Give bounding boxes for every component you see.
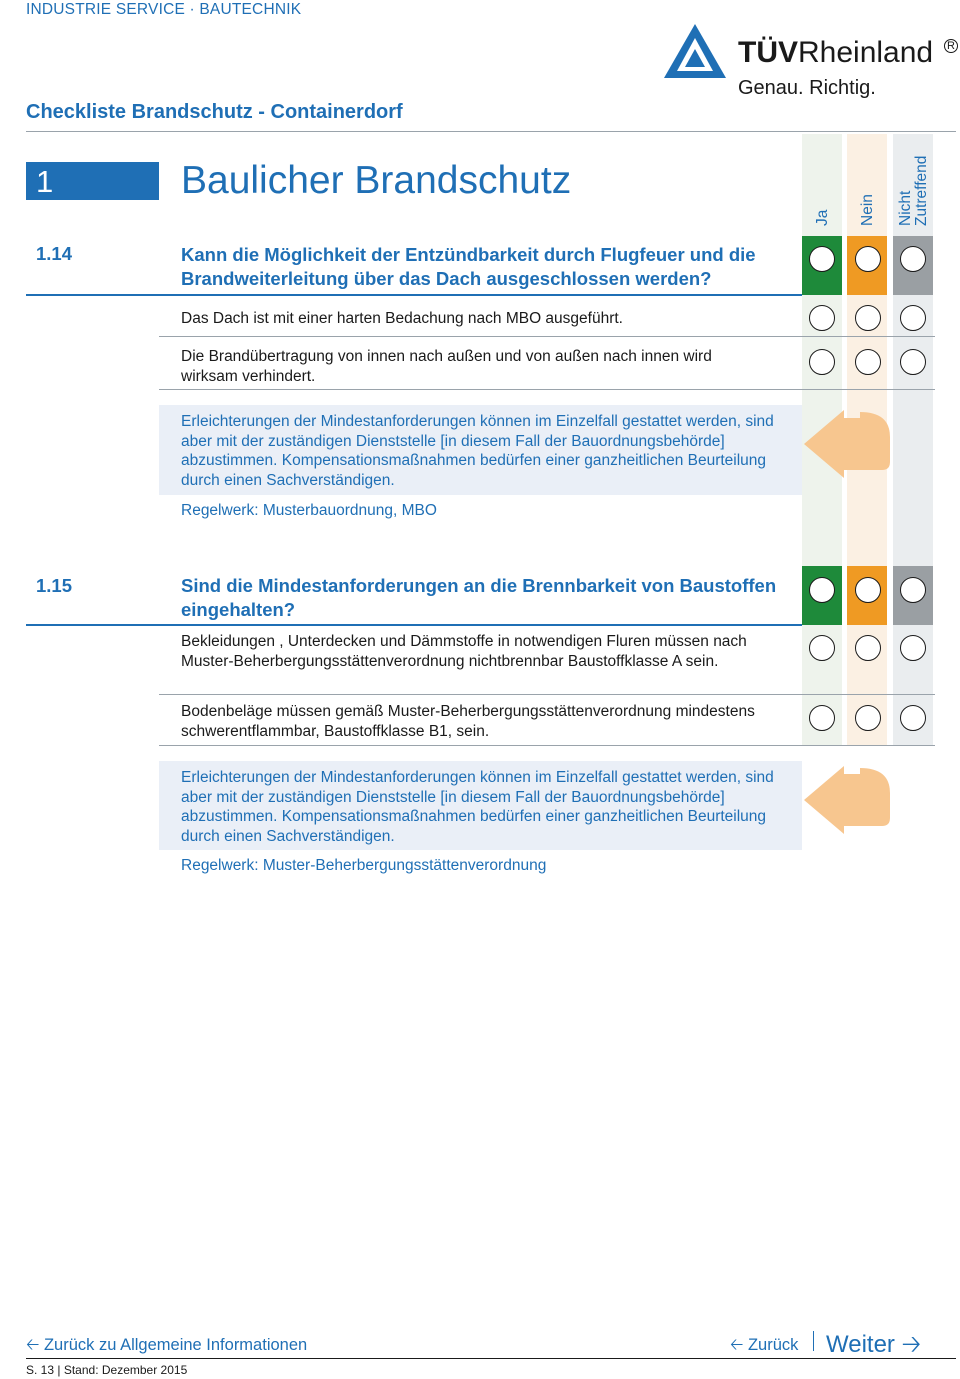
note-text: Erleichterungen der Mindestanforderungen können im Einzelfall gestattet werden, sind aber mit der zuständigen Dienststelle [in diesem Fall der Bauordnungsbehörde] abzustimmen. Kompensationsmaßnahmen bedürfen einer ganzheitlichen Beurteilung durch einen Sachverständigen.: [181, 413, 774, 489]
radio-ja[interactable]: [809, 705, 835, 731]
footer: [26, 1363, 187, 1377]
next-label: Weiter: [826, 1331, 895, 1358]
document-status: Stand: Dezember 2015: [63, 1363, 188, 1377]
question-text: Sind die Mindestanforderungen an die Brennbarkeit von Baustoffen eingehalten?: [181, 575, 777, 620]
radio-nein[interactable]: [855, 349, 881, 375]
arrow-left-icon: 🡠: [26, 1336, 40, 1354]
logo-slogan: Genau. Richtig.: [738, 77, 876, 99]
radio-nicht-zutreffend[interactable]: [900, 305, 926, 331]
checklist-item: Bekleidungen , Unterdecken und Dämmstoffe in notwendigen Fluren müssen nach Muster-Beherbergungsstättenverordnung nichtbrennbar Baustoffklasse A sein.: [181, 633, 747, 670]
row-separator: [159, 336, 935, 337]
radio-ja[interactable]: [809, 349, 835, 375]
back-to-general-info-label: Zurück zu Allgemeine Informationen: [43, 1336, 308, 1354]
regulation-reference: Regelwerk: Musterbauordnung, MBO: [181, 502, 437, 519]
tuv-rheinland-logo: [664, 22, 960, 102]
section-number: 1: [36, 164, 54, 199]
section-title: Baulicher Brandschutz: [181, 159, 572, 202]
radio-ja[interactable]: [809, 635, 835, 661]
question-underline: [26, 294, 802, 296]
note-text: Erleichterungen der Mindestanforderungen können im Einzelfall gestattet werden, sind aber mit der zuständigen Dienststelle [in diesem Fall der Bauordnungsbehörde] abzustimmen. Kompensationsmaßnahmen bedürfen einer ganzheitlichen Beurteilung durch einen Sachverständigen.: [181, 769, 774, 845]
next-link[interactable]: [826, 1327, 921, 1368]
radio-nein[interactable]: [855, 577, 881, 603]
note-arrow-icon: [804, 748, 890, 834]
row-separator: [159, 389, 935, 390]
radio-nicht-zutreffend[interactable]: [900, 246, 926, 272]
checklist-item: Bodenbeläge müssen gemäß Muster-Beherbergungsstättenverordnung mindestens schwerentflammbar, Baustoffklasse B1, sein.: [181, 703, 755, 740]
regulation-reference: Regelwerk: Muster-Beherbergungsstättenverordnung: [181, 857, 547, 874]
arrow-right-icon: 🡢: [901, 1331, 922, 1358]
header-divider: [26, 131, 956, 132]
radio-nein[interactable]: [855, 635, 881, 661]
footer-divider: [26, 1358, 956, 1359]
row-separator: [159, 694, 935, 695]
arrow-left-icon: 🡠: [730, 1336, 744, 1354]
header-category: INDUSTRIE SERVICE · BAUTECHNIK: [26, 1, 302, 18]
checklist-item: Die Brandübertragung von innen nach außen und von außen nach innen wird wirksam verhindert.: [181, 348, 712, 385]
radio-nicht-zutreffend[interactable]: [900, 349, 926, 375]
radio-nicht-zutreffend[interactable]: [900, 577, 926, 603]
page-number: S. 13: [26, 1363, 55, 1377]
column-label-nicht: Nicht: [897, 190, 914, 226]
question-number: 1.14: [36, 243, 73, 264]
question-number: 1.15: [36, 575, 73, 596]
radio-nicht-zutreffend[interactable]: [900, 635, 926, 661]
logo-wordmark: TÜVRheinland: [738, 36, 934, 69]
back-link[interactable]: [730, 1333, 798, 1361]
radio-ja[interactable]: [809, 246, 835, 272]
document-title: Checkliste Brandschutz - Containerdorf: [26, 101, 403, 123]
footer-separator: |: [57, 1363, 64, 1377]
radio-nein[interactable]: [855, 246, 881, 272]
back-label: Zurück: [747, 1336, 799, 1354]
question-text: Kann die Möglichkeit der Entzündbarkeit durch Flugfeuer und die Brandweiterleitung über das Dach ausgeschlossen werden?: [181, 244, 756, 289]
radio-nein[interactable]: [855, 305, 881, 331]
question-underline: [26, 624, 802, 626]
column-label-nein: Nein: [859, 194, 876, 226]
row-separator: [159, 745, 935, 746]
column-label-ja: Ja: [814, 209, 831, 226]
registered-mark: R: [944, 39, 958, 53]
checklist-item: Das Dach ist mit einer harten Bedachung nach MBO ausgeführt.: [181, 310, 623, 327]
column-label-zutreffend: Zutreffend: [913, 155, 930, 226]
radio-nein[interactable]: [855, 705, 881, 731]
tuv-triangle-icon: [664, 24, 726, 82]
back-to-general-info-link[interactable]: [26, 1333, 307, 1361]
radio-ja[interactable]: [809, 577, 835, 603]
nav-divider: [813, 1331, 814, 1351]
note-arrow-icon: [804, 392, 890, 478]
radio-ja[interactable]: [809, 305, 835, 331]
radio-nicht-zutreffend[interactable]: [900, 705, 926, 731]
